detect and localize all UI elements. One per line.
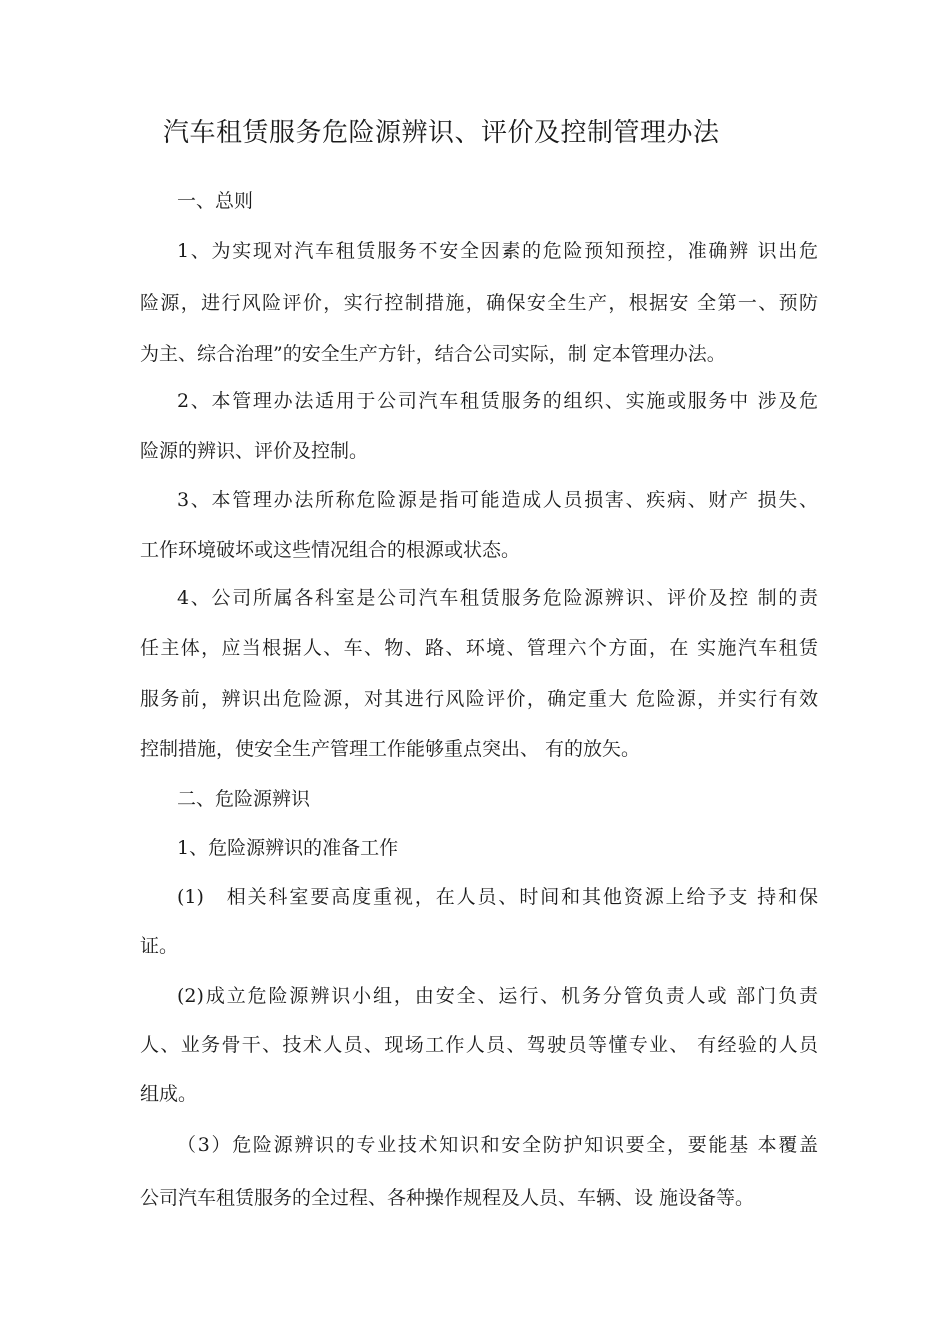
paragraph-line: 组成。 [140, 1083, 198, 1105]
subsection-heading: 1、危险源辨识的准备工作 [177, 837, 399, 859]
paragraph-line: 2、本管理办法适用于公司汽车租赁服务的组织、实施或服务中 涉及危 [177, 390, 818, 412]
paragraph-line: 人、业务骨干、技术人员、现场工作人员、驾驶员等懂专业、 有经验的人员 [140, 1034, 818, 1056]
paragraph-line: 任主体，应当根据人、车、物、路、环境、管理六个方面，在 实施汽车租赁 [140, 637, 818, 659]
section-heading-identification: 二、危险源辨识 [177, 788, 311, 810]
paragraph-line: 控制措施，使安全生产管理工作能够重点突出、 有的放矢。 [140, 738, 641, 760]
paragraph-line: 服务前，辨识出危险源，对其进行风险评价，确定重大 危险源，并实行有效 [140, 688, 818, 710]
paragraph-line: 3、本管理办法所称危险源是指可能造成人员损害、疾病、财产 损失、 [177, 489, 818, 511]
document-title: 汽车租赁服务危险源辨识、评价及控制管理办法 [163, 118, 720, 148]
paragraph-line: 工作环境破坏或这些情况组合的根源或状态。 [140, 539, 521, 561]
paragraph-line: （3）危险源辨识的专业技术知识和安全防护知识要全，要能基 本覆盖 [177, 1134, 818, 1156]
paragraph-line: 公司汽车租赁服务的全过程、各种操作规程及人员、车辆、设 施设备等。 [140, 1187, 755, 1209]
section-heading-general: 一、总则 [177, 190, 254, 212]
paragraph-line: 证。 [140, 935, 179, 957]
paragraph-line: 为主、综合治理”的安全生产方针，结合公司实际，制 定本管理办法。 [140, 343, 726, 365]
paragraph-line: (2)成立危险源辨识小组，由安全、运行、机务分管负责人或 部门负责 [177, 985, 818, 1007]
paragraph-line: 险源，进行风险评价，实行控制措施，确保安全生产，根据安 全第一、预防 [140, 292, 818, 314]
paragraph-line: (1) 相关科室要高度重视，在人员、时间和其他资源上给予支 持和保 [177, 886, 818, 908]
paragraph-line: 险源的辨识、评价及控制。 [140, 440, 369, 462]
paragraph-line: 1、为实现对汽车租赁服务不安全因素的危险预知预控，准确辨 识出危 [177, 240, 818, 262]
paragraph-line: 4、公司所属各科室是公司汽车租赁服务危险源辨识、评价及控 制的责 [177, 587, 818, 609]
